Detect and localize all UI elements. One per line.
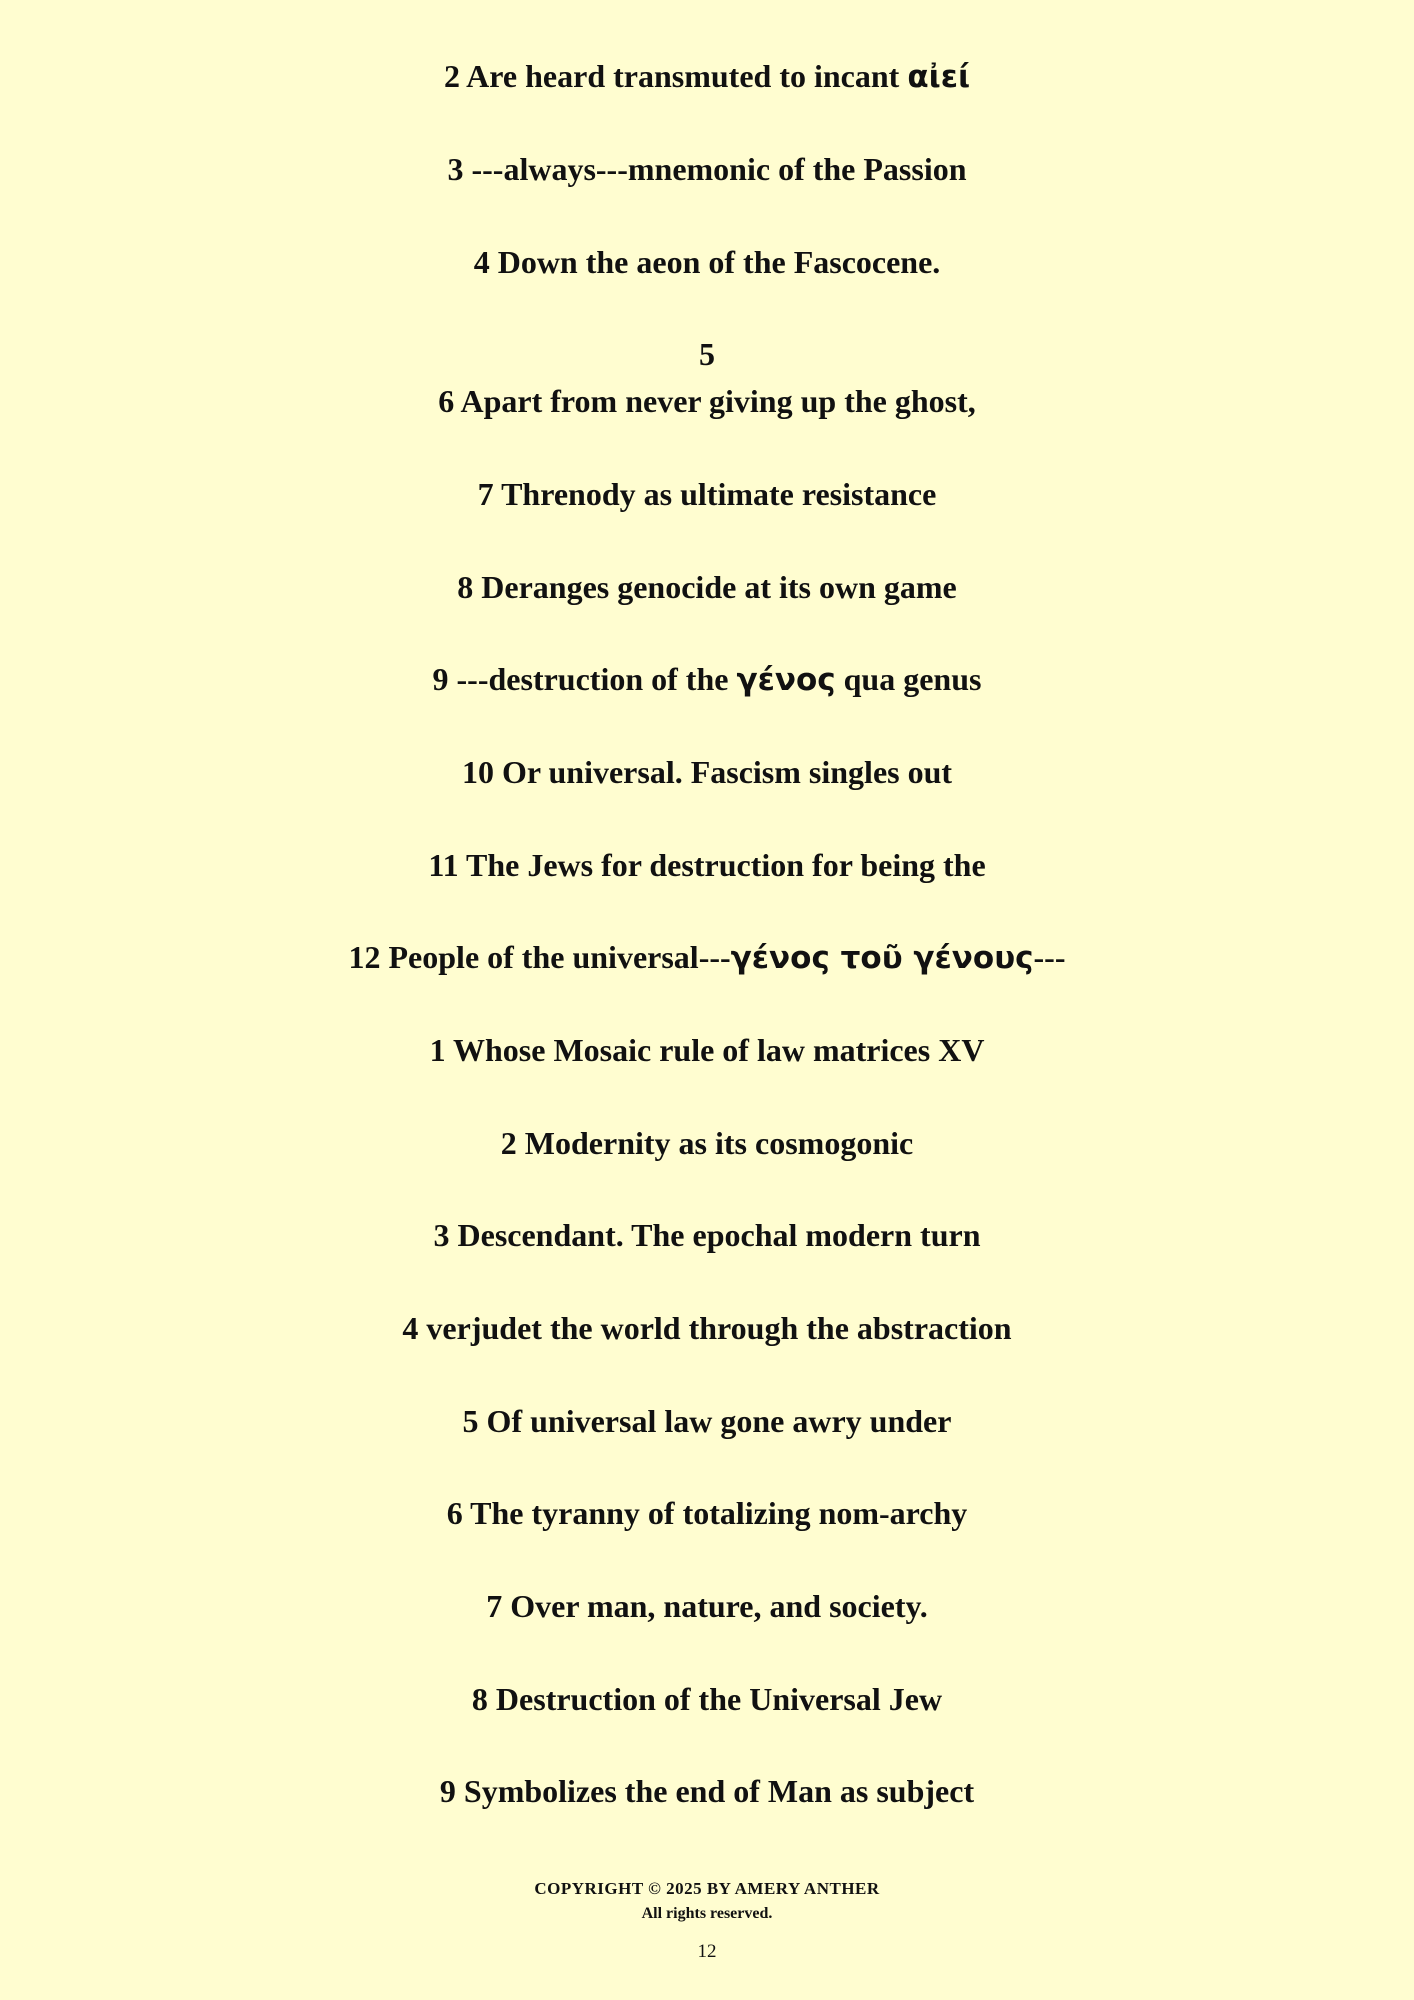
- line-text: 11 The Jews for destruction for being the: [428, 847, 986, 883]
- poem-line: [0, 242, 1414, 282]
- line-text: 1 Whose Mosaic rule of law matrices XV: [429, 1032, 985, 1068]
- line-text: 4 Down the aeon of the Fascocene.: [473, 244, 941, 280]
- line-text: 10 Or universal. Fascism singles out: [461, 754, 953, 790]
- line-text: 5 Of universal law gone awry under: [462, 1403, 952, 1439]
- poem-line: [0, 1030, 1414, 1070]
- copyright-notice: COPYRIGHT © 2025 BY AMERY ANTHER: [534, 1879, 880, 1898]
- poem-line: [0, 56, 1414, 97]
- poem-line: [0, 1679, 1414, 1719]
- page-number: 12: [697, 1941, 717, 1962]
- line-text: 9 ---destruction of the: [432, 661, 737, 697]
- line-text: 12 People of the universal---: [348, 939, 731, 975]
- line-text: 5: [699, 336, 715, 372]
- line-text: 6 The tyranny of totalizing nom-archy: [446, 1495, 968, 1531]
- line-text: 6 Apart from never giving up the ghost,: [438, 383, 976, 419]
- poem-line: [0, 1308, 1414, 1348]
- poem-line: [0, 1215, 1414, 1255]
- poem-line: [0, 1586, 1414, 1626]
- line-text: 3 Descendant. The epochal modern turn: [433, 1217, 981, 1253]
- line-text: 4 verjudet the world through the abstraction: [402, 1310, 1012, 1346]
- line-text: 7 Threnody as ultimate resistance: [477, 476, 937, 512]
- line-text: 3 ---always---mnemonic of the Passion: [447, 151, 967, 187]
- poem-line: [0, 1123, 1414, 1163]
- line-text: 9 Symbolizes the end of Man as subject: [439, 1773, 975, 1809]
- greek-phrase: γένος τοῦ γένους: [730, 940, 1034, 976]
- poem-line: [0, 1771, 1414, 1811]
- poem-line: [0, 334, 1414, 374]
- poem-line: [0, 937, 1414, 978]
- poem-line: [0, 149, 1414, 189]
- line-text: 2 Are heard transmuted to incant: [443, 58, 908, 94]
- greek-word: αἰεί: [907, 59, 971, 95]
- poem-line: [0, 1401, 1414, 1441]
- line-text: ---: [1033, 939, 1066, 975]
- rights-reserved: All rights reserved.: [641, 1905, 773, 1922]
- poem-line: [0, 845, 1414, 885]
- poem-line: [0, 567, 1414, 607]
- poem-line: [0, 1493, 1414, 1533]
- line-text: 8 Destruction of the Universal Jew: [471, 1681, 943, 1717]
- line-text: 8 Deranges genocide at its own game: [457, 569, 957, 605]
- poem-line: [0, 474, 1414, 514]
- poem-line: [0, 381, 1414, 421]
- line-text: 2 Modernity as its cosmogonic: [500, 1125, 914, 1161]
- line-text: qua genus: [835, 661, 982, 697]
- poem-line: [0, 752, 1414, 792]
- greek-word: γένος: [736, 662, 836, 698]
- line-text: 7 Over man, nature, and society.: [486, 1588, 928, 1624]
- poem-line: [0, 659, 1414, 700]
